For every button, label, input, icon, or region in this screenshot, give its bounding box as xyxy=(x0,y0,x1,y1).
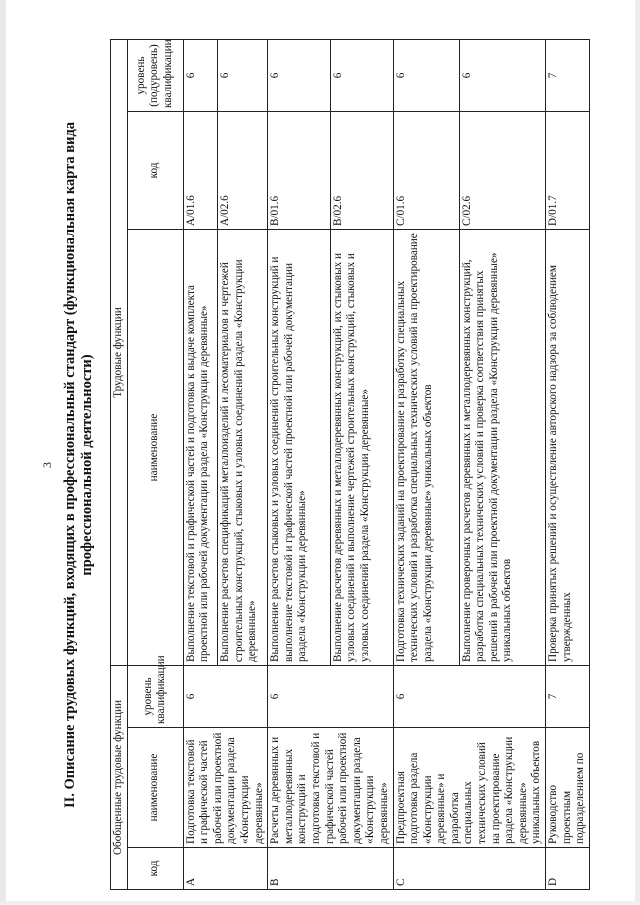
table-row xyxy=(183,40,218,890)
function-level: 6 xyxy=(330,40,393,112)
function-name: Выполнение проверочных расчетов деревянных и металлодеревянных конструкций, разработка специальных технических условий и проверка соответствия принятых решений в рабочей или проектной документации раздела «Конструкции деревянные» уникальных объектов xyxy=(459,230,546,666)
table-row xyxy=(393,40,459,890)
function-name: Выполнение расчетов стыковых и узловых соединений строительных конструкций и выполнение текстовой и графической частей проектной или рабочей документации раздела «Конструкции деревянные» xyxy=(268,230,331,666)
header-generalized: Обобщенные трудовые функции xyxy=(111,666,128,890)
scan-edge-right xyxy=(635,0,640,905)
row-level: 6 xyxy=(183,666,268,728)
header-name: наименование xyxy=(127,728,183,848)
scan-edge-left xyxy=(0,0,6,905)
function-code: C/02.6 xyxy=(459,112,546,230)
header-code-2: код xyxy=(127,112,183,230)
function-level: 6 xyxy=(459,40,546,112)
function-code: B/01.6 xyxy=(268,112,331,230)
function-level: 6 xyxy=(393,40,459,112)
row-name: Расчеты деревянных и металлодеревянных конструкций и подготовка текстовой и графической частей рабочей или проектной документации раздела «Конструкции деревянные» xyxy=(268,728,393,848)
header-labor-functions: Трудовые функции xyxy=(111,40,128,666)
function-code: B/02.6 xyxy=(330,112,393,230)
row-code: C xyxy=(393,848,546,890)
header-sublevel: уровень (подуровень) квалификации xyxy=(127,40,183,112)
function-level: 6 xyxy=(218,40,268,112)
table-row xyxy=(268,40,331,890)
rotated-content xyxy=(40,40,610,890)
row-code: B xyxy=(268,848,393,890)
functional-map-table xyxy=(110,39,590,890)
row-level: 6 xyxy=(268,666,393,728)
row-code: A xyxy=(183,848,268,890)
function-name: Выполнение расчетов деревянных и металлодеревянных конструкций, их стыковых и узловых соединений и выполнение чертежей строительных конструкций, стыковых и узловых соединений раздела «Конструкции деревянные» xyxy=(330,230,393,666)
function-code: C/01.6 xyxy=(393,112,459,230)
function-name: Подготовка технических заданий на проектирование и разработку специальных технических условий и разработка специальных технических условий на проектирование раздела «Конструкции деревянные» уникальных объектов xyxy=(393,230,459,666)
row-name: Предпроектная подготовка раздела «Конструкции деревянные» и разработка специальных технических условий на проектирование раздела «Конструкции деревянные» уникальных объектов xyxy=(393,728,546,848)
function-name: Выполнение расчетов спецификаций металлоизделий и лесоматериалов и чертежей строительных конструкций, стыковых и узловых соединений раздела «Конструкции деревянные» xyxy=(218,230,268,666)
function-name: Выполнение текстовой и графической частей и подготовка к выдаче комплекта проектной или рабочей документации раздела «Конструкции деревянные» xyxy=(183,230,218,666)
row-name: Подготовка текстовой и графической частей рабочей или проектной документации раздела «Конструкции деревянные» xyxy=(183,728,268,848)
row-name: Руководство проектным подразделением по xyxy=(546,728,590,848)
function-code: A/01.6 xyxy=(183,112,218,230)
header-code: код xyxy=(127,848,183,890)
function-level: 6 xyxy=(268,40,331,112)
section-title xyxy=(62,40,96,890)
page-number: 3 xyxy=(40,462,54,468)
function-name: Проверка принятых решений и осуществление авторского надзора за соблюдением утвержденных xyxy=(546,230,590,666)
function-code: A/02.6 xyxy=(218,112,268,230)
table-row xyxy=(546,40,590,890)
title-line-2: профессиональной деятельности) xyxy=(79,354,95,576)
scan-edge-bottom xyxy=(0,901,640,905)
row-code: D xyxy=(546,848,590,890)
header-name-2: наименование xyxy=(127,230,183,666)
header-level: уровень квалификации xyxy=(127,666,183,728)
function-code: D/01.7 xyxy=(546,112,590,230)
row-level: 6 xyxy=(393,666,546,728)
row-level: 7 xyxy=(546,666,590,728)
title-line-1: II. Описание трудовых функций, входящих в профессиональный стандарт (функциональная карта вида xyxy=(62,121,78,809)
function-level: 6 xyxy=(183,40,218,112)
function-level: 7 xyxy=(546,40,590,112)
